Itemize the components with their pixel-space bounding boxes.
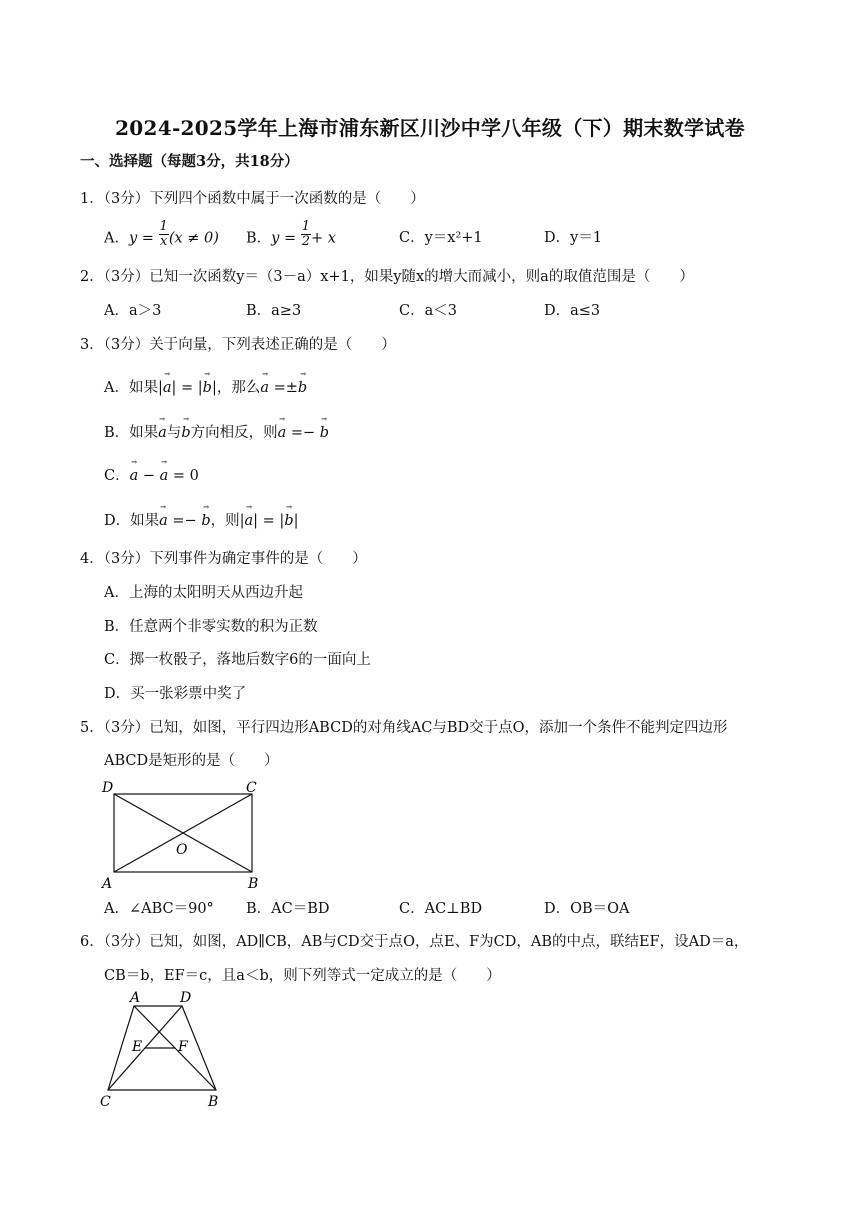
- vertex-label-d: D: [102, 780, 114, 796]
- question-3-option-c: C．→ a − → a = 0: [104, 466, 199, 486]
- question-1-option-c: C．y＝x²+1: [399, 230, 483, 246]
- question-3-option-b: B．如果→ a与→ b方向相反，则→ a =− → b: [104, 423, 329, 443]
- question-6-stem-line-1: 6．（3分）已知，如图，AD∥CB，AB与CD交于点O，点E、F为CD，AB的中点，联结EF，设AD＝a，: [80, 934, 749, 950]
- question-2-option-d: D．a≤3: [544, 303, 601, 319]
- question-5-option-d: D．OB＝OA: [544, 901, 630, 917]
- question-2-option-a: A．a＞3: [104, 303, 162, 319]
- question-3-option-a: A．如果|→ a| = |→ b|，那么→ a =±→ b: [104, 378, 307, 398]
- question-3-option-d: D．如果→ a =− → b，则|→ a| = |→ b|: [104, 511, 299, 531]
- question-4-option-d: D．买一张彩票中奖了: [104, 686, 247, 702]
- question-5-stem-line-2: ABCD是矩形的是（ ）: [104, 753, 279, 769]
- vertex-label-a: A: [130, 990, 141, 1006]
- point-label-e: E: [132, 1039, 143, 1055]
- section-heading: 一、选择题（每题3分，共18分）: [80, 153, 299, 170]
- rectangle-figure: [98, 776, 268, 892]
- question-2-option-c: C．a＜3: [399, 303, 457, 319]
- vertex-label-a: A: [102, 876, 113, 892]
- question-5-option-c: C．AC⊥BD: [399, 901, 483, 917]
- vertex-label-c: C: [246, 780, 257, 796]
- vertex-label-d: D: [180, 990, 192, 1006]
- question-2-stem: 2．（3分）已知一次函数y＝（3－a）x+1，如果y随x的增大而减小，则a的取值范围是（ ）: [80, 269, 694, 285]
- question-4-option-c: C．掷一枚骰子，落地后数字6的一面向上: [104, 652, 371, 668]
- question-3-stem: 3．（3分）关于向量，下列表述正确的是（ ）: [80, 337, 396, 353]
- trapezoid-figure: [96, 988, 226, 1110]
- point-label-f: F: [178, 1039, 188, 1055]
- question-1-option-d: D．y＝1: [544, 230, 603, 246]
- question-2-option-b: B．a≥3: [246, 303, 302, 319]
- fraction: $\frac{1}{2}$: [301, 219, 310, 249]
- question-4-stem: 4．（3分）下列事件为确定事件的是（ ）: [80, 551, 367, 567]
- vertex-label-b: B: [208, 1094, 219, 1110]
- question-6-stem-line-2: CB＝b，EF＝c，且a＜b，则下列等式一定成立的是（ ）: [104, 968, 501, 984]
- page-title: 2024-2025学年上海市浦东新区川沙中学八年级（下）期末数学试卷: [115, 116, 745, 140]
- vertex-label-c: C: [100, 1094, 111, 1110]
- question-1-option-b: B．y = $\frac{1}{2}$ + x: [246, 219, 336, 249]
- question-4-option-a: A．上海的太阳明天从西边升起: [104, 585, 303, 601]
- question-1-option-a: A．y = $\frac{1}{x}$ (x ≠ 0): [104, 219, 219, 249]
- question-5-option-b: B．AC＝BD: [246, 901, 330, 917]
- center-label-o: O: [176, 842, 188, 858]
- question-1-stem: 1．（3分）下列四个函数中属于一次函数的是（ ）: [80, 191, 425, 207]
- question-4-option-b: B．任意两个非零实数的积为正数: [104, 619, 318, 635]
- fraction: $\frac{1}{x}$: [159, 219, 168, 249]
- question-5-stem-line-1: 5．（3分）已知，如图，平行四边形ABCD的对角线AC与BD交于点O，添加一个条件不能判定四边形: [80, 720, 728, 736]
- vertex-label-b: B: [248, 876, 259, 892]
- question-5-option-a: A．∠ABC＝90°: [104, 901, 214, 917]
